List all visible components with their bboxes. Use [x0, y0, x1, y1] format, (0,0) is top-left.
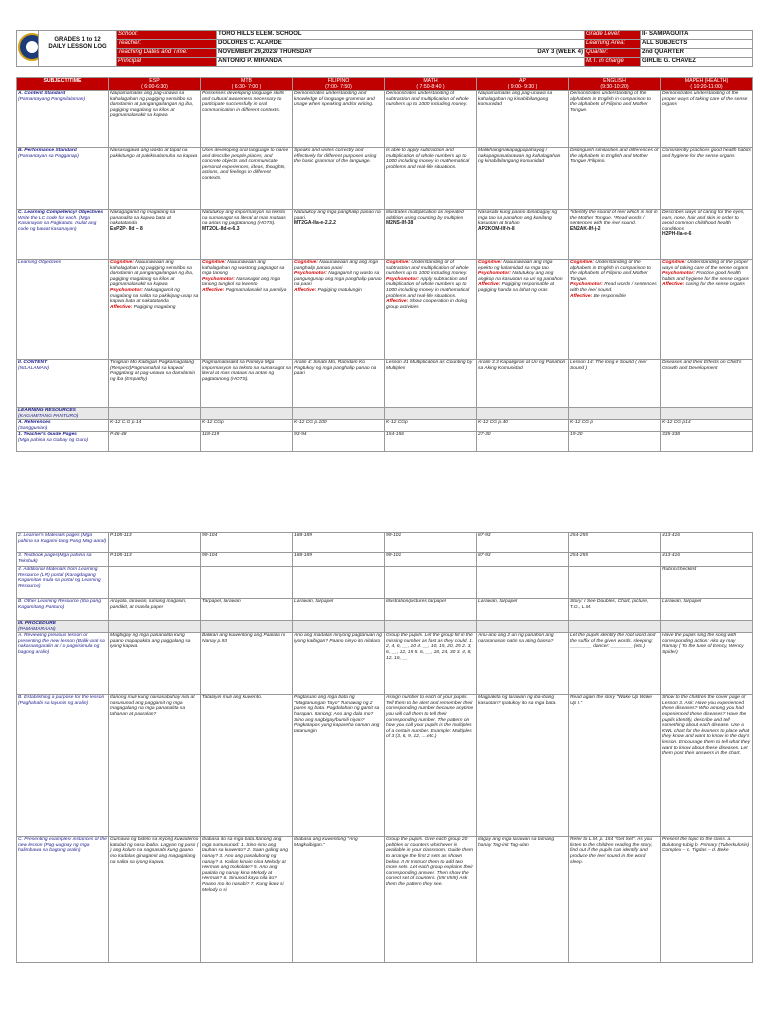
cell: 93-94: [293, 432, 385, 452]
row-label: 2. Learner's Materials pages (Mga pahina sa Kagami-tang Pang Mag-aaral): [17, 533, 109, 553]
cell: Natutukoy ang mga panghalip panao na paari. MT2GA-IIa-e-2.2.2: [293, 210, 385, 260]
cell: Uses developing oral language to name and describe people,places, and concrete objects and communicate personal experiences, ideas, thoughts, actions, and feelings in different contexts.: [201, 148, 293, 210]
cell: Larawan, tarpapel: [293, 599, 385, 621]
cell: Naipamamalas ang pag-unawa sa kahalagahan ng kinabibilangang komunidad: [477, 91, 569, 148]
cell: K-12 CG p.100: [293, 420, 385, 432]
cell: Illustration/pictures tarpapel: [385, 599, 477, 621]
teacher-label: Teacher:: [117, 40, 217, 49]
mt-value: GIRLIE G. CHAVEZ: [641, 58, 753, 67]
cell: Group the pupils. Let the group fill in the missing number as fast as they could. 1. 2, 4, 6, __, 10 4. __, 10, 15, 20, 25 2. 3, 6, __, 12, 15 5. 6, __, 18, 24, 30 3. 4, 8, 12, 16, __: [385, 633, 477, 695]
grade-value: II- SAMPAGUITA: [641, 31, 753, 40]
purpose-row: [17, 695, 753, 837]
principal-label: Principal: [117, 58, 217, 67]
cell: K-12 CG p14: [661, 420, 753, 432]
row-label: LEARNING RESOURCES (KAGAMITANG PANTURO): [17, 408, 109, 420]
cell: Larawan, tarpapel: [661, 599, 753, 621]
dates-label: Teaching Dates and Time:: [117, 49, 217, 58]
cell: Tarpapel, larawan: [201, 599, 293, 621]
review-row: [17, 633, 753, 695]
subject-english: ENGLISH (9:30-10:20): [569, 78, 661, 91]
area-value: ALL SUBJECTS: [641, 40, 753, 49]
cell: 413-416: [661, 553, 753, 567]
deped-seal-cell: [17, 31, 39, 67]
cell: 99-101: [385, 553, 477, 567]
cell: Ano ang madalas ninyong pagtanuan ng iyong kaibigan? Paano ninyo ito nilalaro: [293, 633, 385, 695]
cell: Gumawa ng bidelo sa inyong kuwaderno katulad ng nasa ibaba. Lagyan ng puso ( ) ang kolum na nagsasabi kung gaano mo kadalas ginagamit ang magagalang na salita sa iyong kapwa.: [109, 837, 201, 963]
cell: 118-119: [201, 432, 293, 452]
row-label: B. Performance Standard (Pamantayan sa Pagganap): [17, 148, 109, 210]
cell: Have the pupils sing the song with corresponding action: Ako ay may Ramay ( To the tune of Eency, Wency Spider): [661, 633, 753, 695]
learners-materials-row: [17, 533, 753, 553]
performance-standard-row: [17, 148, 753, 210]
cell: Demonstrates understanding of the proper ways of taking care of the sense organs: [661, 91, 753, 148]
cell: Aralin 3.3 Kapaligiran at Uri ng Panahon sa Aking Komunidad: [477, 360, 569, 408]
cell: Illustrates multiplication as repeated addition using counting by multiples M2NS-IIf-38: [385, 210, 477, 260]
cell: Tinignan Mo Kaibigan Pagkamagalang (Respect)Pagmamahal sa kapwa/ Paggalang at pag-unawa sa damdamin ng iba (Empathy): [109, 360, 201, 408]
cell: Cognitive: Nauunawaan ang kahalagahan ng pagiging sensitibo sa damdamin at pangangailangan ng iba, pagiging magalang sa kilos at pagmamalasakit sa kapwa Psychomotor: Nakagagamit ng magalang na salita sa pakikipag-usap sa kapwa bata at nakatatanda Affective: Pagiging magalang: [109, 260, 201, 360]
subject-ap: AP ( 9:00- 9:30 ): [477, 78, 569, 91]
content-standard-row: [17, 91, 753, 148]
title-line1: GRADES 1 to 12: [54, 37, 101, 43]
row-label: C. Presenting examples/ instances of the new lesson (Pag-uugnay ng mga halimbawa sa bagong aralin): [17, 837, 109, 963]
deped-seal-icon: [18, 33, 39, 61]
header-table: [16, 30, 753, 67]
cell: Assign number to each of your pupils. Tell them to be alert and remember their corresponding number because anytime you will call them to tell their corresponding number. The pattern on how you call your pupils is the multiples of a certain number. Example: Multiples of 3 (3, 6, 9, 12, ....etc.): [385, 695, 477, 837]
cell: Pagtaruan ang mga bata ng "Magtanungan Tayo" Tumawag ng 2 pares ng bata. Pagdalahan ng gamit sa harapan. Itanong: Ano ang dala mo? Sino ang nagbigay/bumili niyan? Pagkatapos yung kapareha naman ang tatanungin: [293, 695, 385, 837]
cell: Arayala, larawan, lumang magasin, pandikit, at manila paper: [109, 599, 201, 621]
cell: Is able to apply subtraction and multiplication of whole numbers up to 1000 including money in mathematical problems and real-life situations.: [385, 148, 477, 210]
references-row: [17, 420, 753, 432]
cell: 99-104: [201, 533, 293, 553]
area-label: Learning Area:: [585, 40, 641, 49]
cell: 254-255: [569, 553, 661, 567]
cell: 99-101: [385, 533, 477, 553]
subject-esp: ESP ( 6:00-6:30): [109, 78, 201, 91]
cell: 154-156: [385, 432, 477, 452]
cell: Rubric/checklist: [661, 567, 753, 599]
day-value: DAY 3 (WEEK 4): [537, 49, 583, 55]
school-label: School:: [117, 31, 217, 40]
row-label: Learning Objectives: [17, 260, 109, 360]
row-label: A. Reviewing previous lesson or presenting the new lesson (Balik-aral sa nakaraangaralin at / o pagsisimula ng bagong aralin): [17, 633, 109, 695]
cell: Group the pupils. Give each group 20 pebbles or counters whichever is available in your classroom. Guide them to arrange the first 2 sets as shown below. II III Instruct them to add two more sets. Let each group explains their corresponding answer. Then show the correct set of counters. (IIIII IIIIIII) Ask them the pattern they see.: [385, 837, 477, 963]
teacher-value: DOLORES C. ALARDE: [217, 40, 585, 49]
cell: Magbigay ng mga pananalita kung paano mapapakita ang paggalang sa iyong kapwa.: [109, 633, 201, 695]
subject-time-label: SUBJECT/TIME: [17, 78, 109, 91]
dates-cell: [217, 49, 585, 58]
cell: K-12 CG p.40: [477, 420, 569, 432]
cell: Cognitive: Understanding of the alphabets in English in comparison to the alphabets of Filipino and Mother Tongue. Psychomotor: Read words / sentences with the /ee/ sound. Affective: Be responsible: [569, 260, 661, 360]
row-label: 1. Teacher's Guide Pages (Mga pahina sa Gabay ng Guro): [17, 432, 109, 452]
objectives-row: [17, 260, 753, 360]
cell: Anu-ano ang 2 uri ng panahon ang nararanasan natin sa ating bansa?: [477, 633, 569, 695]
cell: K-12 CG p: [569, 420, 661, 432]
row-label: C. Learning Competency/ Objectives Write the LC code for each. (Mga Kasanayan sa Pagkatuto. Isulat ang code ng bawat kasanayan): [17, 210, 109, 260]
cell: 19-20: [569, 432, 661, 452]
cell: 413-416: [661, 533, 753, 553]
competency-row: [17, 210, 753, 260]
title-cell: [39, 31, 117, 67]
cell: Demonstrates understanding of the alphabets in English in comparison to the alphabets of Filipino and Mother Tongue.: [569, 91, 661, 148]
row-label: A. Content Standard (Pamantayang Pangnilalaman): [17, 91, 109, 148]
cell: 87-93: [477, 553, 569, 567]
cell: Nasasabi kung paano ibinabagay ng mga tao sa panahon ang kanilang kasuotan at tirahan AP2KOM-IIf-h-8: [477, 210, 569, 260]
row-label: A. References (Sanggunian): [17, 420, 109, 432]
row-label: 3. Textbook pages(Mga pahina sa Teksbuk): [17, 553, 109, 567]
grade-label: Grade Level:: [585, 31, 641, 40]
cell: P.46-48: [109, 432, 201, 452]
cell: Cognitive: Understanding of the proper ways of taking care of the sense organs Psychomotor: Practice good health habits and hygiene for the sense organs Affective: caring for the sense organs: [661, 260, 753, 360]
cell: Ibabasa ang kuwentong "Ang Magkaibigan.": [293, 837, 385, 963]
cell: Tatalayin muli ang kuwento.: [201, 695, 293, 837]
subject-mapeh: MAPEH (HEALTH) ( 10:20-11:00): [661, 78, 753, 91]
quarter-value: 2nd QUARTER: [641, 49, 753, 58]
cell: Story: I See Doubles, Chart, picture, T.G., L.M.: [569, 599, 661, 621]
cell: Possesses developing language skills and cultural awareness necessary to participate successfully in oral communication in different contexts.: [201, 91, 293, 148]
quarter-label: Quarter:: [585, 49, 641, 58]
title-line2: DAILY LESSON LOG: [48, 44, 107, 50]
cell: Lesson 41 Multiplication as Counting by Multiples: [385, 360, 477, 408]
lesson-table-1: [16, 77, 753, 452]
dates-value: NOVEMBER 29,2023/ THURSDAY: [218, 49, 313, 55]
cell: Cognitive: Nauunawaan ang kahalagahan ng wastong pagsagot sa mga tanong Psychomotor: Nasasagot ang mga tanong tungkol sa kwento Affective: Pagmamalasakit sa pamilya: [201, 260, 293, 360]
other-resources-row: [17, 599, 753, 621]
cell: Read again the story "Wake Up Wake Up I.": [569, 695, 661, 837]
content-row: [17, 360, 753, 408]
row-label: III. PROCEDURE (PAMAMARAAN): [17, 621, 109, 633]
cell: K-12 CGp: [201, 420, 293, 432]
cell: Ilagay ang mga larawan sa tamang hanay Tag-init Tag-ulan: [477, 837, 569, 963]
lesson-log-page-1: [16, 30, 752, 452]
cell: Show to the children the cover page of Lesson 3. Ask: Have you experienced these diseases? Who among you had experienced these diseases? Have the pupils identify, describe and tell something about each disease. Use a KWL chart for the learners to place what they know and want to know in the day's lesson. Encourage them to tell what they want to know about these diseases. Let them post their answers in the chart.: [661, 695, 753, 837]
cell: *Identify the sound of /ee/ which is not in the Mother Tongue. *Read words / sentences with the /ee/ sound. EN2AK-IIf-j-2: [569, 210, 661, 260]
cell: Naisasagawa ang wasto at tapat na pakikitungo at pakikisalamuha sa kapwa: [109, 148, 201, 210]
textbook-row: [17, 553, 753, 567]
cell: 188-189: [293, 553, 385, 567]
subject-header-row: [17, 78, 753, 91]
cell: Describes ways of caring for the eyes, ears, nose, hair and skin in order to avoid common childhood health conditions H2PH-IIa-e-6: [661, 210, 753, 260]
teachers-guide-row: [17, 432, 753, 452]
cell: P.105-113: [109, 533, 201, 553]
lr-portal-row: [17, 567, 753, 599]
cell: Cognitive: Nauunawaan ang mga epekto ng kalamidad sa mga tao Psychomotor: Natutukoy ang ang angkop na kasuotan sa uri ng panahon Affective: Pagiging responsable at pagiging handa sa lahat ng oras: [477, 260, 569, 360]
cell: 188-189: [293, 533, 385, 553]
examples-row: [17, 837, 753, 963]
cell: Demonstrates understanding and knowledge of language grammar and usage when speaking and/or writing.: [293, 91, 385, 148]
cell: K-12 CGp: [385, 420, 477, 432]
mt-label: M.T. in charge: [585, 58, 641, 67]
cell: Ibabasa ito sa mga bata.Itanong ang mga sumusunod: 1. Sino-sino ang tauhan sa kuwento? 2. Saan galing ang nanay? 3. Ano ang pasalubong ng nanay? 4. Kailan kinain nina Melody at Herman ang tsokolate? 5. Ano ang paalala ng nanay kina Melody at Herman? 6. Sinunod kaya nila ito? Paano mo ito nasabi? 7. Kung ikaw si Melody o si: [201, 837, 293, 963]
cell: Let the pupils identify the root word and the suffix of the given words. sleeping: ________ dancer: ________ (etc.): [569, 633, 661, 695]
row-label: II. CONTENT (NILALAMAN): [17, 360, 109, 408]
row-label: B. Establishing a purpose for the lesson (Paghahabi sa layunin ng aralin): [17, 695, 109, 837]
subject-math: MATH ( 7:50-8:40 ): [385, 78, 477, 91]
cell: Larawan, tarpapel: [477, 599, 569, 621]
cell: Aralin 4: Sinabi Mo, Ramdam Ko Pagtukoy ng mga panghalip panao na paari: [293, 360, 385, 408]
cell: Demonstrates understanding of subtraction and multiplication of whole numbers up to 1000 including money.: [385, 91, 477, 148]
cell: Present the topic to the class. a. Bulutong-tubig b. Primary (Tuberkulosis) Complex – c. Tigdas – d. Beke: [661, 837, 753, 963]
cell: Cognitive: Nauunawaan ang ang mga panghalip panao paari Psychomotor: Nagagamit ng wasto sa pangungusap ang mga panghalip panao na paari Affective: Pagiging matulungin: [293, 260, 385, 360]
cell: Pagmamalasakit sa Pamilya Mga impormasyon sa teksto na sumasagot sa literal at mas mataas na antas ng pagtatanong (HOTS).: [201, 360, 293, 408]
cell: Consistently practices good health habits and hygiene for the sense organs: [661, 148, 753, 210]
row-label: 4. Additional Materials from Learning Resource (LR) portal (Karagdagang Kagamitan mula sa portal ng Learning Resource): [17, 567, 109, 599]
cell: Malikhaingnakapagpapahayag / nakapagsasalarawan ng kahalagahan ng kinabibilangang komunidad: [477, 148, 569, 210]
cell: Magpakita ng larawan ng iba-ibang kasuotan? Ipatukoy ito sa mga bata.: [477, 695, 569, 837]
lesson-log-page-2: [16, 532, 752, 963]
cell: 335-338: [661, 432, 753, 452]
cell: K-12 C.G p.14: [109, 420, 201, 432]
cell: 254-255: [569, 533, 661, 553]
cell: Nakagagamit ng magalang na pananalita sa kapwa bata at nakatatanda EsP2P- IId – 8: [109, 210, 201, 260]
cell: Speaks and writes correctly and effectively for different purposes using the basic grammar of the language.: [293, 148, 385, 210]
principal-value: ANTONIO P. MIRANDA: [217, 58, 585, 67]
cell: Refer to L.M. p. 154 "Get Set". As you listen to the children reading the story, find out if the pupils can identify and produce the /ee/ sound in the word sleep.: [569, 837, 661, 963]
cell: Balikan ang kuwentong ang Paalala ni Nanay p.93: [201, 633, 293, 695]
school-value: TORO HILLS ELEM. SCHOOL: [217, 31, 585, 40]
cell: Cognitive: Understanding of of subtraction and multiplication of whole numbers up to 1000 including money. Psychomotor: Apply subtraction and multiplication of whole numbers up to 1000 including money in mathematical problems and real-life situations. Affective: Show cooperation in doing group activities: [385, 260, 477, 360]
cell: Naipamamalas ang pag-unawa sa kahalagahan ng pagiging sensitibo sa damdamin at pangangailangan ng iba, pagiging magalang sa kilos at pagmamalasakit sa kapwa: [109, 91, 201, 148]
cell: Lesson 14: The long e Sound ( /ee/ Sound ): [569, 360, 661, 408]
subject-filipino: FILIPINO (7:00- 7:50): [293, 78, 385, 91]
lesson-table-2: [16, 532, 753, 963]
cell: Diseases and their Effects on Child's Growth and Development: [661, 360, 753, 408]
cell: P.105-113: [109, 553, 201, 567]
resources-row: [17, 408, 753, 420]
row-label: B. Other Learning Resource (Iba pang Kagamitang Panturo): [17, 599, 109, 621]
subject-mtb: MTB ( 6:30- 7:00 ): [201, 78, 293, 91]
cell: Natutukoy ang impormasyon sa teksto na sumasagot sa literal at mas mataas na antas ng pagtatanong (HOTS). MT2OL-IId-e-6.3: [201, 210, 293, 260]
cell: 87-93: [477, 533, 569, 553]
cell: 27-30: [477, 432, 569, 452]
procedure-row: [17, 621, 753, 633]
cell: 99-104: [201, 553, 293, 567]
cell: Distinguish similarities and differences of the alphabets in English and Mother Tongue /Filipino.: [569, 148, 661, 210]
cell: Itanong muli kung naisasabuhay nila at nasusunod ang paggamit ng mga magagalang na mga pananalita sa tahanan at paaralan?: [109, 695, 201, 837]
